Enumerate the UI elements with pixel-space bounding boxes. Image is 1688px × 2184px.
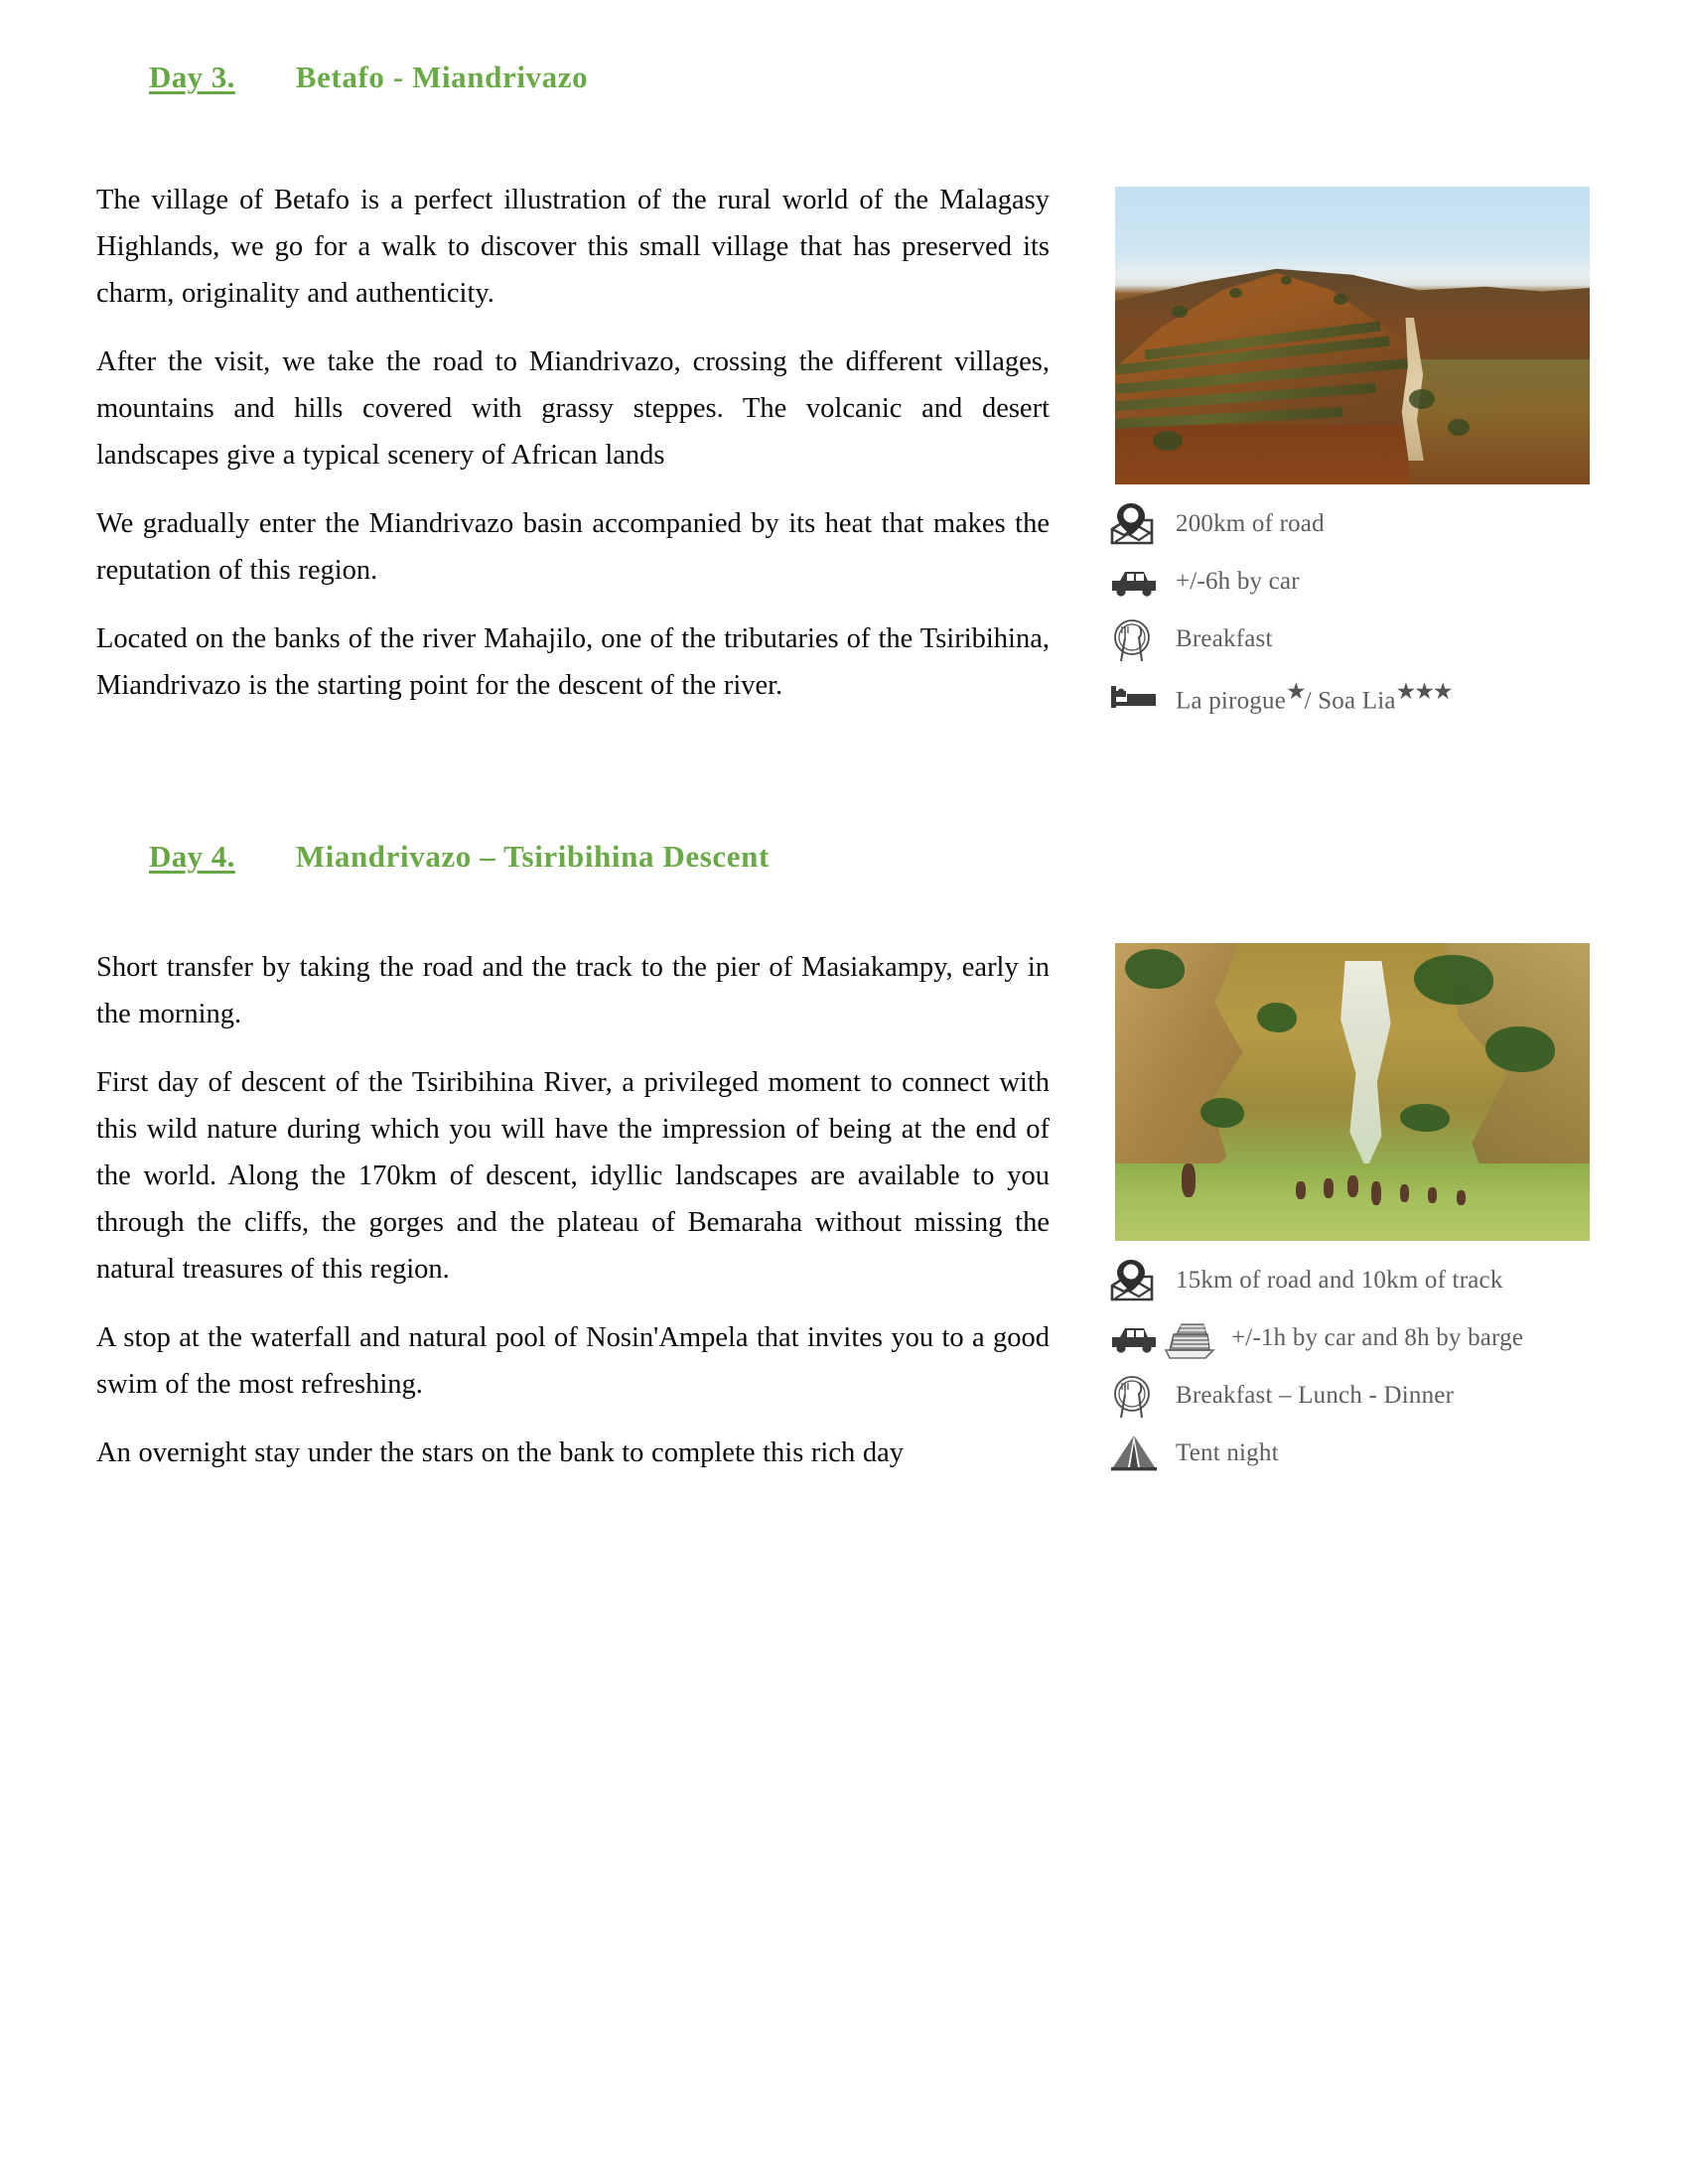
info-row-meals (1108, 1370, 1617, 1422)
info-row-meals (1108, 614, 1617, 665)
photo-shrub (1334, 294, 1347, 305)
day-section-day3 (0, 60, 1688, 715)
day4-heading (0, 839, 1688, 896)
info-row-accommodation (1108, 1428, 1617, 1479)
photo-swimmer (1296, 1181, 1306, 1199)
day4-title: Miandrivazo – Tsiribihina Descent (295, 839, 770, 874)
car-boat-icon (1108, 1313, 1225, 1363)
info-text-accommodation (1170, 676, 1452, 717)
photo-brush (1409, 359, 1590, 484)
day4-label: Day 4. (149, 839, 235, 874)
info-text-meals: Breakfast (1176, 625, 1273, 652)
info-row-transport (1108, 1312, 1617, 1364)
info-row-distance (1108, 498, 1617, 550)
photo-swimmer (1371, 1181, 1381, 1205)
photo-foliage (1200, 1098, 1244, 1128)
day4-paragraph-2: First day of descent of the Tsiribihina River, a privileged moment to connect with this wild nature during which you will have the impression of being at the end of the world. Along the 170km of descent, idyllic landscapes are available to you through the cliffs, the gorges and the plateau of Bemaraha without missing the natural treasures of this region. (96, 1067, 1050, 1285)
meal-plate-icon (1108, 614, 1170, 664)
photo-swimmer (1400, 1184, 1409, 1202)
hotel-name-1: La pirogue (1176, 687, 1286, 715)
photo-shrub (1229, 288, 1242, 298)
info-row-transport (1108, 556, 1617, 608)
photo-foliage (1257, 1003, 1297, 1032)
day3-paragraph-4: Located on the banks of the river Mahajilo, one of the tributaries of the Tsiribihina, Miandrivazo is the starting point for the descent of the river. (96, 623, 1050, 701)
day4-media-column (1100, 943, 1617, 1485)
photo-foliage (1414, 955, 1493, 1005)
photo-swimmer (1457, 1190, 1466, 1205)
highlands-photo (1115, 187, 1590, 484)
bed-icon (1108, 672, 1170, 722)
info-row-accommodation (1108, 671, 1617, 723)
photo-waterfall-stream (1324, 961, 1399, 1169)
photo-shrub (1448, 419, 1470, 436)
photo-swimmer (1324, 1178, 1334, 1198)
day3-label: Day 3. (149, 60, 235, 94)
info-text-transport: +/-6h by car (1176, 568, 1300, 595)
info-row-distance (1108, 1255, 1617, 1306)
meal-plate-icon (1108, 1371, 1170, 1421)
waterfall-photo (1115, 943, 1590, 1241)
day3-paragraph-3: We gradually enter the Miandrivazo basin accompanied by its heat that makes the reputation of this region. (96, 508, 1050, 586)
info-text-transport: +/-1h by car and 8h by barge (1231, 1324, 1524, 1351)
day3-paragraph-2: After the visit, we take the road to Miandrivazo, crossing the different villages, mountains and hills covered with grassy steppes. The volcanic and desert landscapes give a typical scenery of African lands (96, 346, 1050, 471)
photo-shrub (1153, 431, 1183, 451)
day4-paragraph-4: An overnight stay under the stars on the bank to complete this rich day (96, 1437, 905, 1468)
car-icon (1108, 557, 1170, 607)
info-text-accommodation: Tent night (1176, 1439, 1279, 1466)
photo-swimmer (1428, 1187, 1437, 1203)
day3-media-column (1100, 187, 1617, 729)
day4-paragraph-1: Short transfer by taking the road and the track to the pier of Masiakampy, early in the morning. (96, 952, 1050, 1029)
hotel-stars-2: ★★★ (1395, 679, 1452, 705)
map-pin-icon (1108, 499, 1170, 549)
day3-title: Betafo - Miandrivazo (295, 60, 589, 94)
photo-foliage (1485, 1026, 1555, 1072)
day4-body-text (96, 944, 1050, 1476)
info-text-distance: 15km of road and 10km of track (1176, 1267, 1503, 1294)
boat-glyph (1166, 1324, 1213, 1358)
photo-foliage (1400, 1104, 1450, 1132)
photo-swimmer (1182, 1163, 1196, 1197)
day3-heading (0, 60, 1688, 117)
day-section-day4 (0, 839, 1688, 1468)
day3-info-list (1108, 498, 1617, 723)
info-text-meals: Breakfast – Lunch - Dinner (1176, 1382, 1455, 1409)
hotel-stars-1: ★ (1285, 679, 1305, 705)
day3-body-text (96, 177, 1050, 709)
info-text-distance: 200km of road (1176, 510, 1325, 537)
car-glyph (1112, 1328, 1156, 1353)
day4-paragraph-3: A stop at the waterfall and natural pool of Nosin'Ampela that invites you to a good swim of the most refreshing. (96, 1322, 1050, 1400)
photo-swimmer (1347, 1175, 1358, 1197)
tent-icon (1108, 1429, 1170, 1478)
hotel-name-2: / Soa Lia (1304, 687, 1396, 715)
day4-info-list (1108, 1255, 1617, 1479)
day3-paragraph-1: The village of Betafo is a perfect illustration of the rural world of the Malagasy Highlands, we go for a walk to discover this small village that has preserved its charm, originality and authenticity. (96, 185, 1050, 309)
map-pin-icon (1108, 1256, 1170, 1305)
